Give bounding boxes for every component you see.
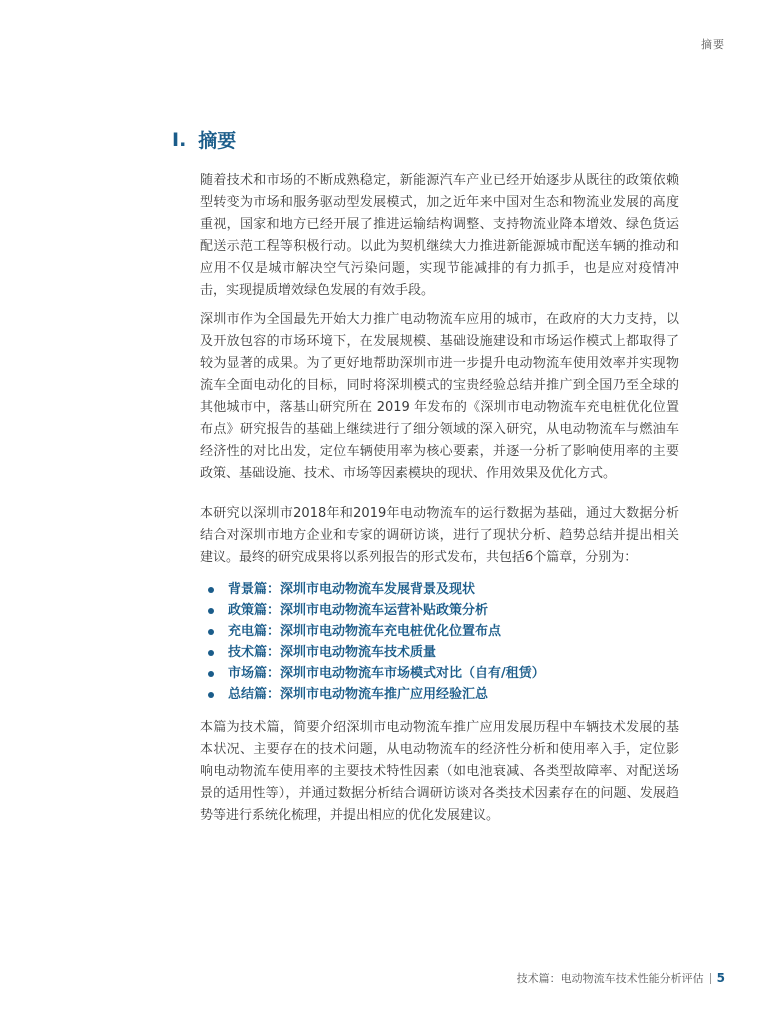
chapter-label: 技术篇：深圳市电动物流车技术质量 <box>228 644 437 660</box>
chapter-label: 背景篇：深圳市电动物流车发展背景及现状 <box>228 581 476 597</box>
chapter-item-charging <box>200 621 679 642</box>
chapter-item-summary <box>200 684 679 705</box>
bullet-dot-icon <box>208 671 214 677</box>
main-content <box>200 170 679 827</box>
paragraph-shenzhen: 深圳市作为全国最先开始大力推广电动物流车应用的城市，在政府的大力支持，以及开放包容的市场环境下，在发展规模、基础设施建设和市场运作模式上都取得了较为显著的成果。为了更好地帮助深圳市进一步提升电动物流车使用效率并实现物流车全面电动化的目标，同时将深圳模式的宝贵经验总结并推广到全国乃至全球的其他城市中，落基山研究所在 2019 年发布的《深圳市电动物流车充电桩优化位置布点》研究报告的基础上继续进行了细分领域的深入研究，从电动物流车与燃油车经济性的对比出发，定位车辆使用率为核心要素，并逐一分析了影响使用率的主要政策、基础设施、技术、市场等因素模块的现状、作用效果及优化方式。 <box>200 312 679 481</box>
paragraph-intro: 随着技术和市场的不断成熟稳定，新能源汽车产业已经开始逐步从既往的政策依赖型转变为市场和服务驱动型发展模式，加之近年来中国对生态和物流业发展的高度重视，国家和地方已经开展了推进运输结构调整、支持物流业降本增效、绿色货运配送示范工程等积极行动。以此为契机继续大力推进新能源城市配送车辆的推动和应用不仅是城市解决空气污染问题，实现节能减排的有力抓手，也是应对疫情冲击，实现提质增效绿色发展的有效手段。 <box>200 173 679 298</box>
footer-divider <box>710 973 711 984</box>
page-footer <box>517 970 725 986</box>
footer-title: 技术篇：电动物流车技术性能分析评估 <box>516 972 704 985</box>
bullet-dot-icon <box>208 608 214 614</box>
bullet-dot-icon <box>208 629 214 635</box>
chapter-item-market <box>200 663 679 684</box>
chapter-item-technology <box>200 642 679 663</box>
paragraph-closing: 本篇为技术篇，简要介绍深圳市电动物流车推广应用发展历程中车辆技术发展的基本状况、主要存在的技术问题，从电动物流车的经济性分析和使用率入手，定位影响电动物流车使用率的主要技术特性因素（如电池衰减、各类型故障率、对配送场景的适用性等），并通过数据分析结合调研访谈对各类技术因素存在的问题、发展趋势等进行系统化梳理，并提出相应的优化发展建议。 <box>200 720 679 823</box>
bullet-dot-icon <box>208 650 214 656</box>
chapter-label: 充电篇：深圳市电动物流车充电桩优化位置布点 <box>228 623 502 639</box>
chapter-label: 市场篇：深圳市电动物流车市场模式对比（自有/租赁） <box>228 665 545 681</box>
page-number: 5 <box>716 971 725 985</box>
section-title: 摘要 <box>198 130 237 152</box>
section-heading <box>172 126 236 153</box>
paragraph-research: 本研究以深圳市2018年和2019年电动物流车的运行数据为基础，通过大数据分析结合对深圳市地方企业和专家的调研访谈，进行了现状分析、趋势总结并提出相关建议。最终的研究成果将以系列报告的形式发布，共包括6个篇章，分别为： <box>200 506 679 565</box>
chapter-label: 总结篇：深圳市电动物流车推广应用经验汇总 <box>228 686 489 702</box>
chapter-list <box>200 579 679 705</box>
chapter-item-background <box>200 579 679 600</box>
chapter-label: 政策篇：深圳市电动物流车运营补贴政策分析 <box>228 602 489 618</box>
chapter-item-policy <box>200 600 679 621</box>
section-number: I. <box>172 128 187 151</box>
running-header: 摘要 <box>701 38 725 51</box>
bullet-dot-icon <box>208 587 214 593</box>
bullet-dot-icon <box>208 692 214 698</box>
